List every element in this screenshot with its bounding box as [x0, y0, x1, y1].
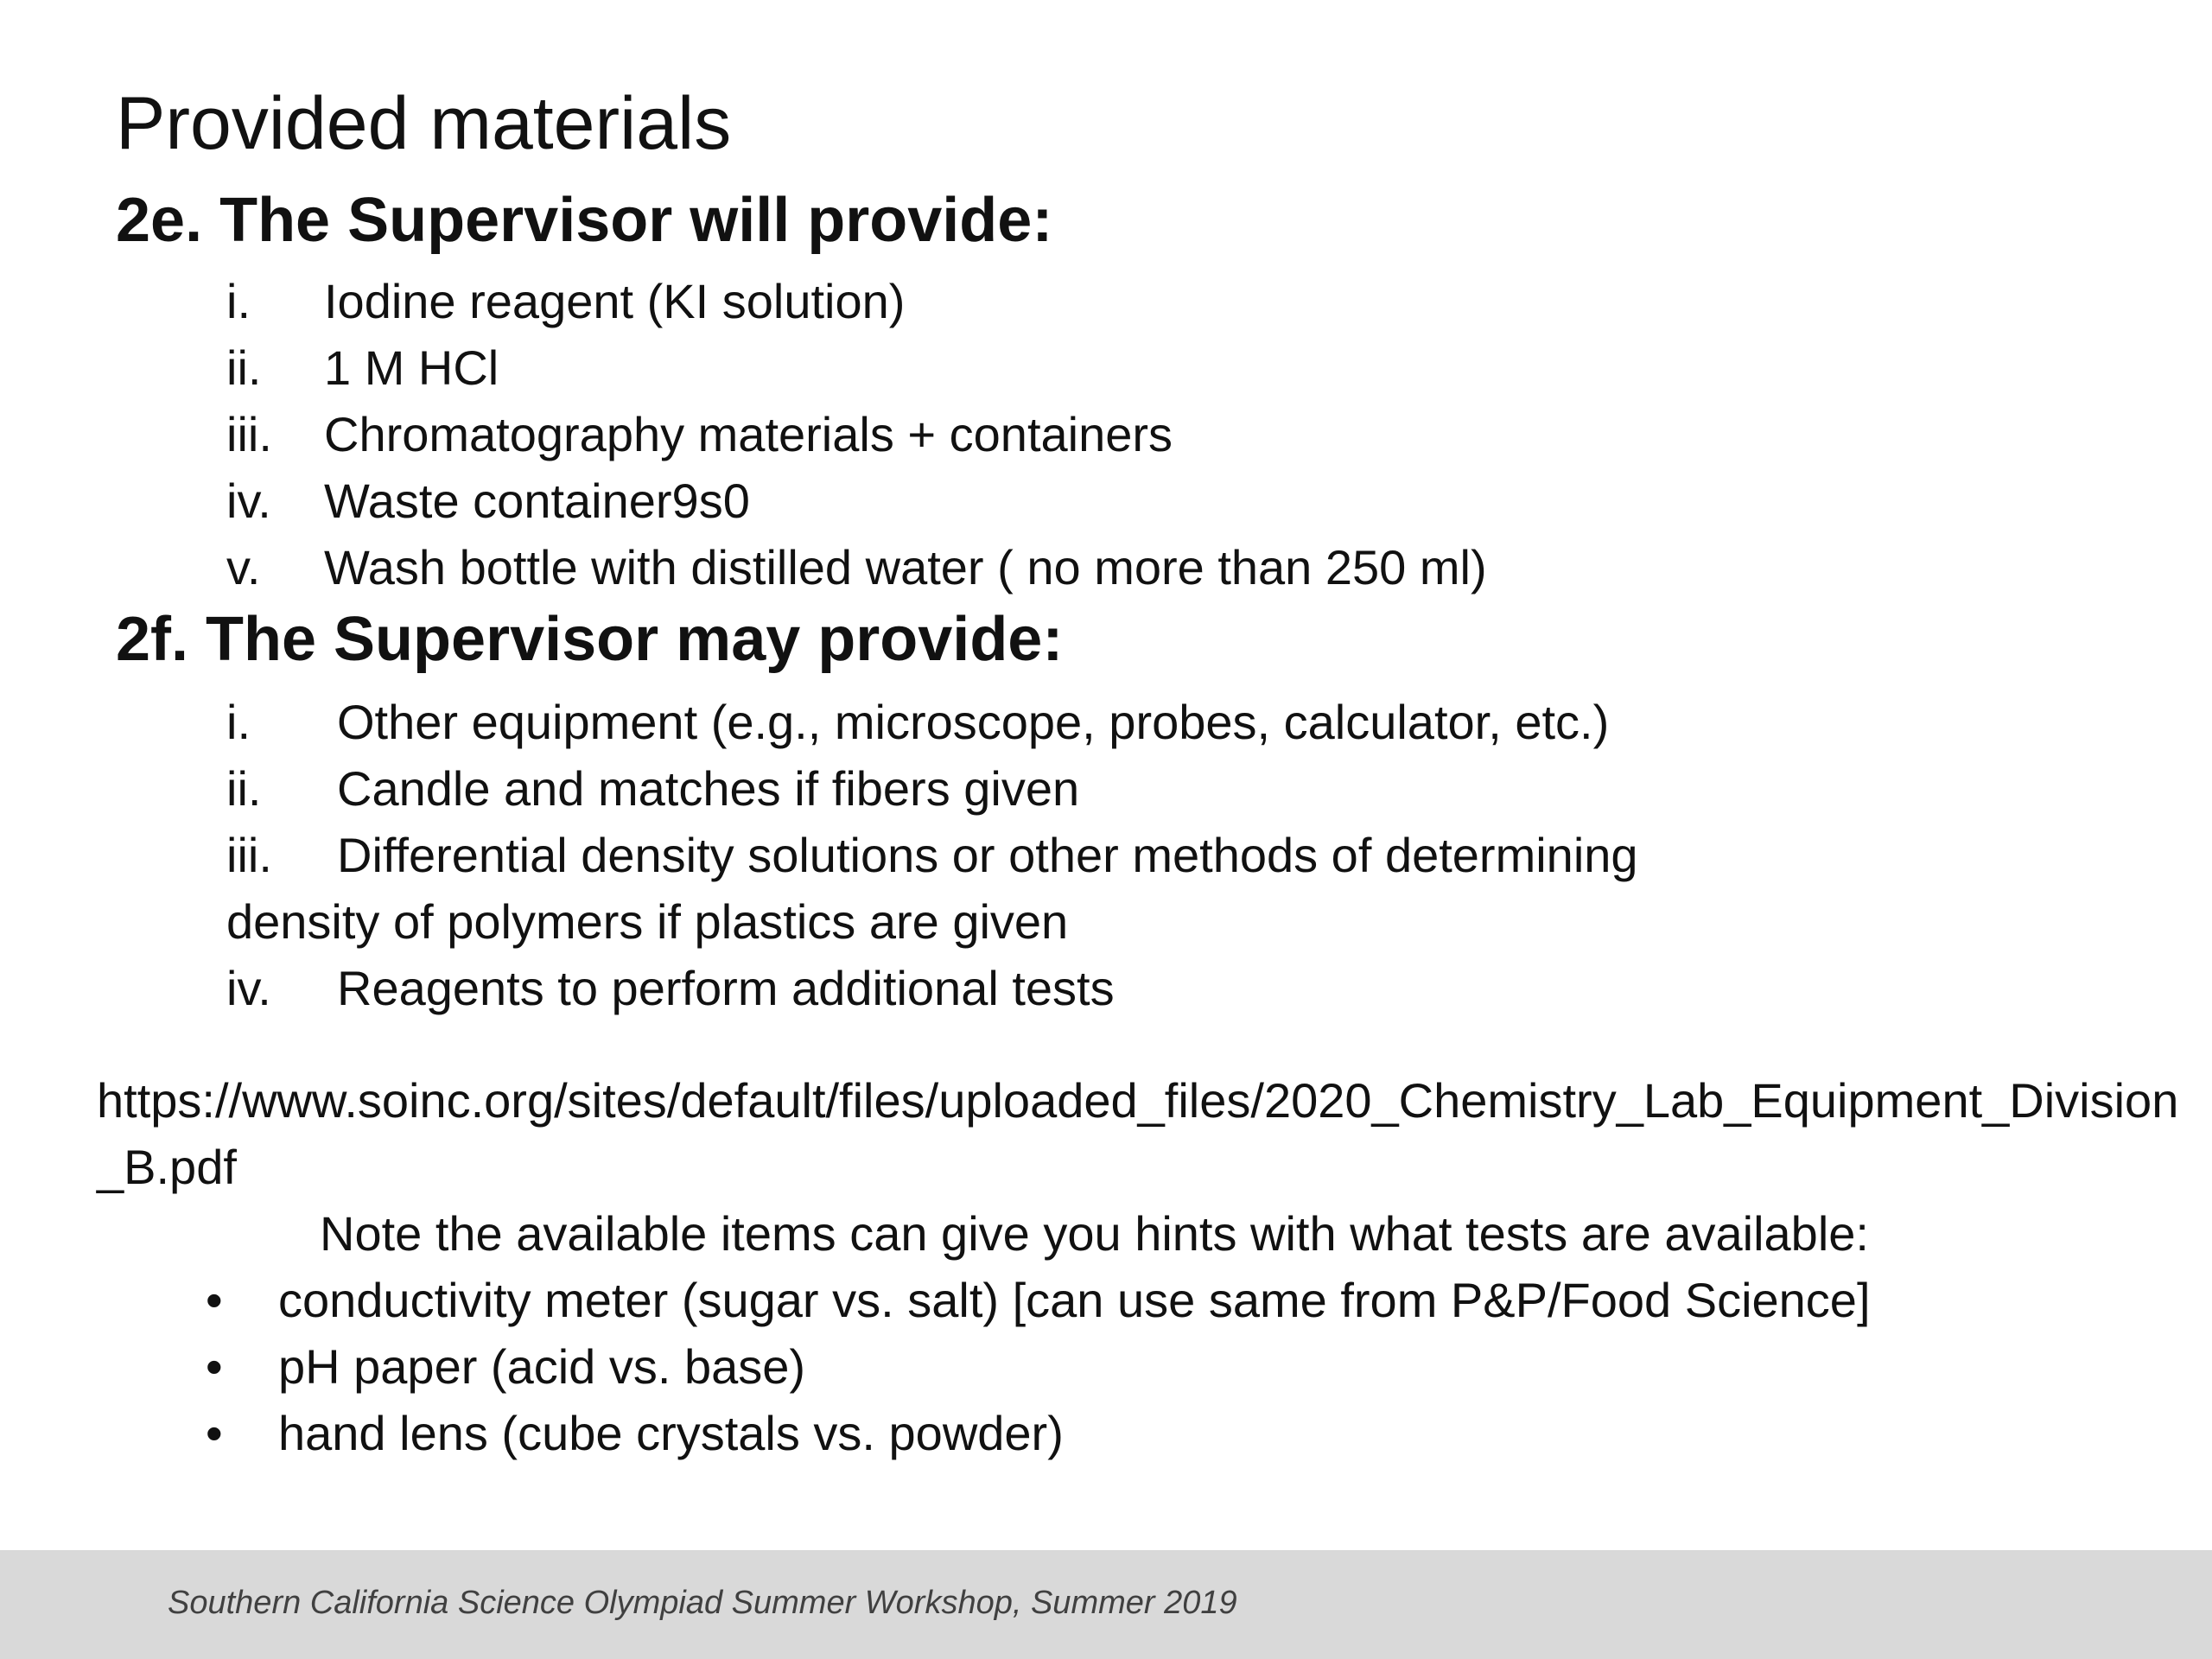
bullet-text: conductivity meter (sugar vs. salt) [can use same from P&P/Food Science]: [278, 1273, 1871, 1327]
section-heading-2e: 2e. The Supervisor will provide:: [116, 186, 1053, 255]
supervisor-may-provide-list: [226, 689, 1638, 1021]
bullet-icon: •: [206, 1339, 223, 1394]
list-item: [226, 755, 1638, 822]
bullet-item: [206, 1267, 1871, 1333]
list-item: [226, 467, 1487, 534]
page-title: Provided materials: [116, 82, 732, 165]
list-item-number: i.: [226, 695, 251, 749]
footer-text: Southern California Science Olympiad Summer Workshop, Summer 2019: [168, 1585, 1237, 1621]
bullet-text: hand lens (cube crystals vs. powder): [278, 1406, 1064, 1460]
list-item-text: Differential density solutions or other methods of determining: [337, 828, 1638, 882]
list-item-continuation: [226, 888, 1638, 955]
list-item-number: v.: [226, 540, 261, 594]
section-heading-2f: 2f. The Supervisor may provide:: [116, 605, 1064, 674]
bullet-text: pH paper (acid vs. base): [278, 1339, 806, 1394]
list-item-text: Chromatography materials + containers: [324, 407, 1173, 461]
list-item: [226, 534, 1487, 601]
list-item-text: 1 M HCl: [324, 340, 499, 395]
list-item-text: Candle and matches if fibers given: [337, 761, 1080, 816]
list-item-text: Iodine reagent (KI solution): [324, 274, 906, 328]
supervisor-will-provide-list: [226, 268, 1487, 601]
list-item-number: iv.: [226, 474, 271, 528]
list-item-text: Reagents to perform additional tests: [337, 961, 1115, 1015]
list-item: [226, 955, 1638, 1021]
list-item-number: ii.: [226, 761, 262, 816]
bullet-icon: •: [206, 1273, 223, 1327]
list-item: [226, 268, 1487, 334]
list-item-number: i.: [226, 274, 251, 328]
list-item-number: iv.: [226, 961, 271, 1015]
list-item-text: Wash bottle with distilled water ( no more than 250 ml): [324, 540, 1487, 594]
list-item-text: Waste container9s0: [324, 474, 750, 528]
bullet-icon: •: [206, 1406, 223, 1460]
list-item-text: Other equipment (e.g., microscope, probes, calculator, etc.): [337, 695, 1610, 749]
note-text: Note the available items can give you hints with what tests are available:: [320, 1206, 1869, 1261]
list-item-number: ii.: [226, 340, 262, 395]
bullet-item: [206, 1400, 1871, 1466]
reference-url: https://www.soinc.org/sites/default/files/uploaded_files/2020_Chemistry_Lab_Equipment_Division_B.pdf: [97, 1073, 2179, 1194]
bullet-item: [206, 1333, 1871, 1400]
footer-bar: [0, 1550, 2212, 1659]
list-item: [226, 689, 1638, 755]
list-item: [226, 822, 1638, 888]
list-item: [226, 401, 1487, 467]
list-item: [226, 334, 1487, 401]
list-item-number: iii.: [226, 828, 272, 882]
hint-bullet-list: [206, 1267, 1871, 1466]
list-item-number: iii.: [226, 407, 272, 461]
list-item-text: density of polymers if plastics are given: [226, 894, 1069, 949]
